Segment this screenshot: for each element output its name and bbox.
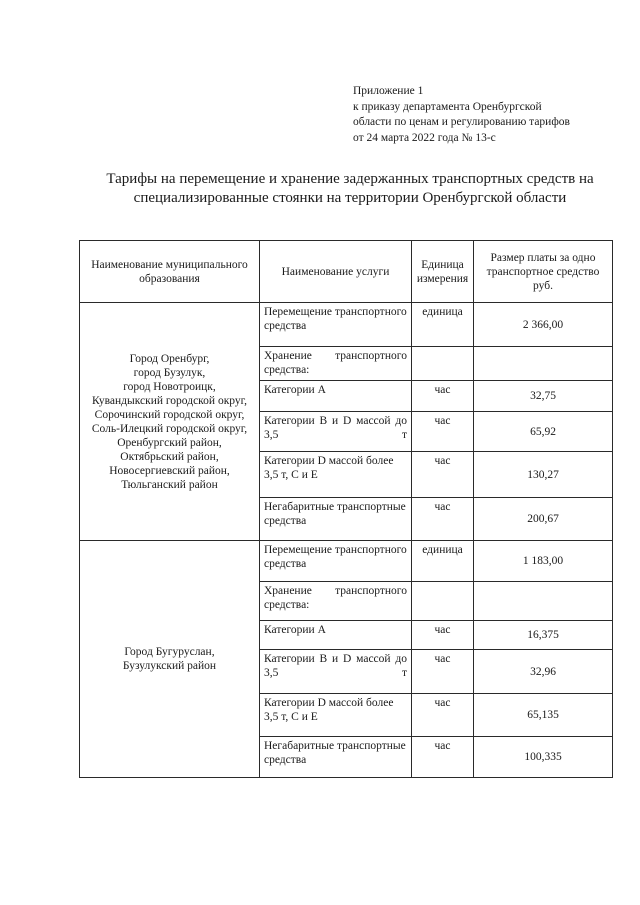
appendix-header — [353, 84, 570, 146]
header-municipality: Наименование муниципального образования — [80, 241, 260, 303]
appendix-line: к приказу департамента Оренбургской — [353, 100, 542, 113]
municipality-line: город Бузулук, — [133, 366, 206, 379]
service-cell: Негабаритные транспортные средства — [260, 498, 412, 541]
unit-cell: час — [412, 650, 474, 694]
fee-cell: 1 183,00 — [474, 541, 613, 582]
unit-cell: единица — [412, 303, 474, 347]
header-fee: Размер платы за одно транспортное средство руб. — [474, 241, 613, 303]
header-unit: Единица измерения — [412, 241, 474, 303]
header-service: Наименование услуги — [260, 241, 412, 303]
municipality-line: Соль-Илецкий городской округ, — [91, 422, 248, 435]
municipality-line: Кувандыкский городской округ, — [92, 394, 247, 407]
municipality-line: Город Бугуруслан, — [124, 646, 215, 658]
unit-cell: час — [412, 694, 474, 737]
fee-cell: 65,135 — [474, 694, 613, 737]
municipality-cell — [80, 303, 260, 541]
table-row — [80, 541, 613, 582]
service-cell: Негабаритные транспортные средства — [260, 737, 412, 778]
municipality-cell — [80, 541, 260, 778]
document-title — [60, 170, 640, 208]
fee-cell: 200,67 — [474, 498, 613, 541]
municipality-line: Тюльганский район — [121, 478, 218, 491]
service-cell: Категории В и D массой до 3,5 т — [260, 650, 412, 694]
fee-cell: 32,96 — [474, 650, 613, 694]
service-cell: Хранение транспортного средства: — [260, 347, 412, 381]
tariffs-table — [79, 240, 613, 778]
municipality-line: Октябрьский район, — [120, 450, 219, 463]
unit-cell — [412, 347, 474, 381]
unit-cell: час — [412, 737, 474, 778]
service-cell: Хранение транспортного средства: — [260, 582, 412, 621]
service-cell: Перемещение транспортного средства — [260, 303, 412, 347]
title-line: Тарифы на перемещение и хранение задержанных транспортных средств на — [106, 171, 594, 187]
municipality-line: Город Оренбург, — [129, 352, 210, 365]
unit-cell: час — [412, 498, 474, 541]
municipality-line: Сорочинский городской округ, — [94, 408, 245, 421]
fee-cell — [474, 582, 613, 621]
appendix-line: от 24 марта 2022 года № 13-с — [353, 131, 496, 144]
table-row — [80, 303, 613, 347]
unit-cell: единица — [412, 541, 474, 582]
municipality-line: Бузулукский район — [122, 660, 217, 672]
fee-cell — [474, 347, 613, 381]
service-cell: Категории В и D массой до 3,5 т — [260, 412, 412, 452]
appendix-line: области по ценам и регулированию тарифов — [353, 116, 570, 128]
municipality-line: Новосергиевский район, — [109, 464, 230, 477]
unit-cell: час — [412, 452, 474, 498]
municipality-line: Оренбургский район, — [117, 436, 222, 449]
fee-cell: 2 366,00 — [474, 303, 613, 347]
unit-cell: час — [412, 381, 474, 412]
service-cell: Категории А — [260, 381, 412, 412]
municipality-line: город Новотроицк, — [123, 380, 216, 393]
fee-cell: 130,27 — [474, 452, 613, 498]
fee-cell: 100,335 — [474, 737, 613, 778]
unit-cell — [412, 582, 474, 621]
fee-cell: 16,375 — [474, 621, 613, 650]
service-cell: Перемещение транспортного средства — [260, 541, 412, 582]
service-cell: Категории D массой более 3,5 т, С и Е — [260, 452, 412, 498]
unit-cell: час — [412, 412, 474, 452]
service-cell: Категории D массой более 3,5 т, С и Е — [260, 694, 412, 737]
fee-cell: 32,75 — [474, 381, 613, 412]
title-line: специализированные стоянки на территории Оренбургской области — [133, 190, 567, 206]
appendix-line: Приложение 1 — [353, 85, 424, 97]
unit-cell: час — [412, 621, 474, 650]
service-cell: Категории А — [260, 621, 412, 650]
fee-cell: 65,92 — [474, 412, 613, 452]
table-header-row — [80, 241, 613, 303]
